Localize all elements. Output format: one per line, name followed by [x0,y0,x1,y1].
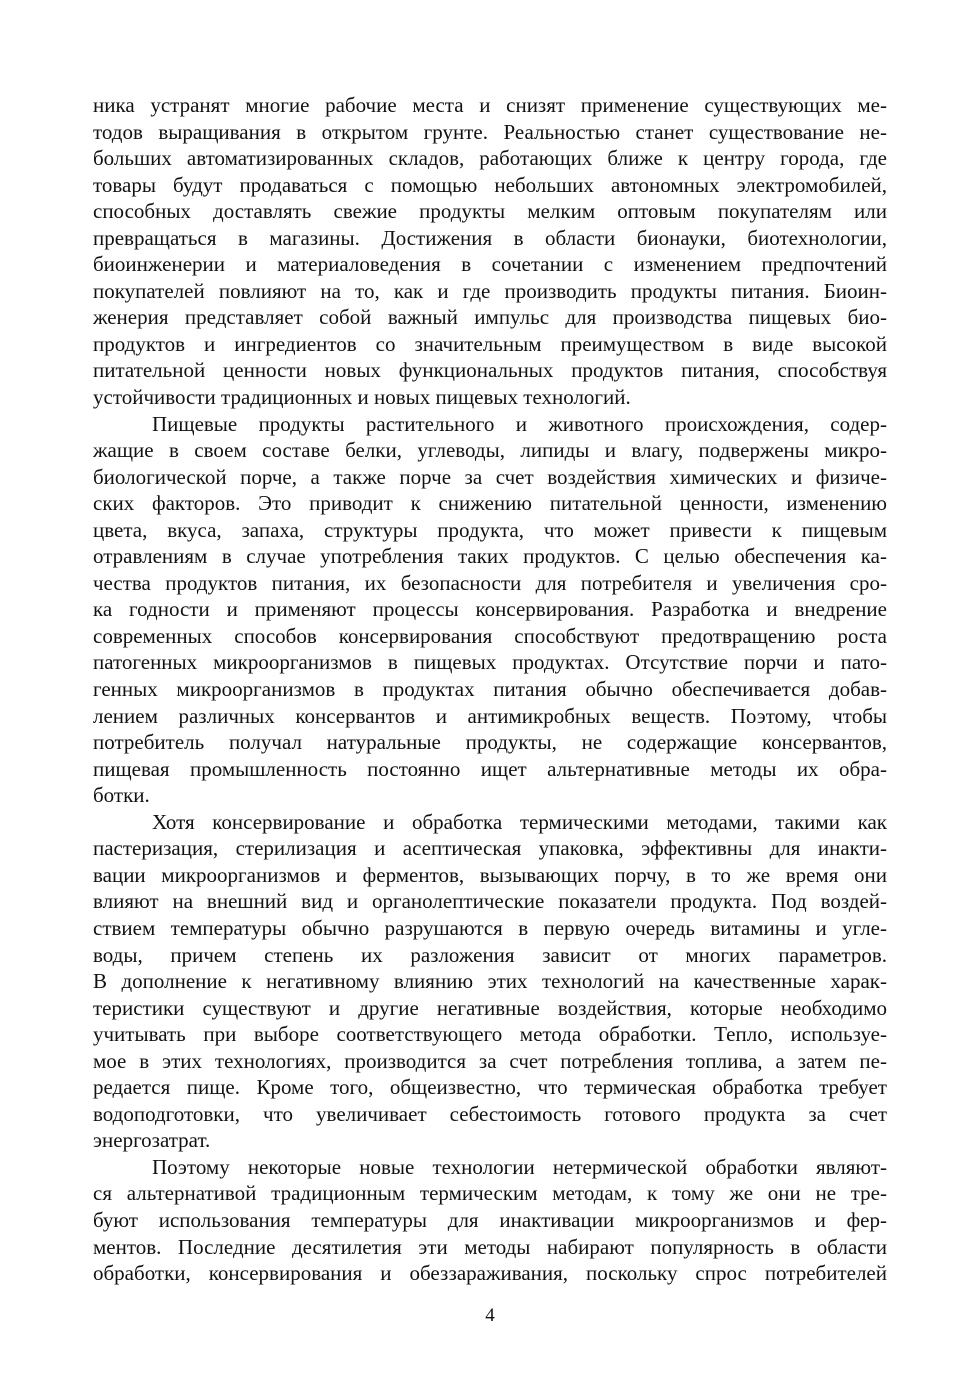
text-line: мое в этих технологиях, производится за счет потребления топлива, а затем пе- [93,1048,887,1073]
text-line: Поэтому некоторые новые технологии нетермической обработки являют- [152,1154,887,1179]
text-line: патогенных микроорганизмов в пищевых продуктах. Отсутствие порчи и пато- [93,650,887,675]
text-line: вации микроорганизмов и ферментов, вызывающих порчу, в то же время они [93,862,887,887]
text-line: водоподготовки, что увеличивает себестоимость готового продукта за счет [93,1101,887,1126]
text-line: товары будут продаваться с помощью небольших автономных электромобилей, [93,172,887,197]
text-line: биологической порче, а также порче за счет воздействия химических и физиче- [93,464,887,489]
text-line: ствием температуры обычно разрушаются в первую очередь витамины и угле- [93,915,887,940]
text-line: В дополнение к негативному влиянию этих технологий на качественные харак- [93,969,887,994]
text-line: ся альтернативой традиционным термическим методам, к тому же они не тре- [93,1181,887,1206]
text-line: питательной ценности новых функциональных продуктов питания, способствуя [93,358,887,383]
document-page [93,92,887,1287]
text-line: тодов выращивания в открытом грунте. Реальностью станет существование не- [93,119,887,144]
paragraph [93,92,887,411]
text-line: отравлениям в случае употребления таких продуктов. С целью обеспечения ка- [93,544,887,569]
paragraph [93,1154,887,1287]
text-line: жащие в своем составе белки, углеводы, липиды и влагу, подвержены микро- [93,438,887,463]
text-line: буют использования температуры для инактивации микроорганизмов и фер- [93,1207,887,1232]
text-line: превращаться в магазины. Достижения в области бионауки, биотехнологии, [93,225,887,250]
text-line: Пищевые продукты растительного и животного происхождения, содер- [152,411,887,436]
text-line: теристики существуют и другие негативные воздействия, которые необходимо [93,995,887,1020]
text-line: женерия представляет собой важный импульс для производства пищевых био- [93,305,887,330]
text-line: ботки. [93,783,150,808]
text-line: пастеризация, стерилизация и асептическая упаковка, эффективны для инакти- [93,836,887,861]
text-line: покупателей повлияют на то, как и где производить продукты питания. Биоин- [93,278,887,303]
text-line: продуктов и ингредиентов со значительным преимуществом в виде высокой [93,331,887,356]
text-line: влияют на внешний вид и органолептические показатели продукта. Под воздей- [93,889,887,914]
text-line: ка годности и применяют процессы консервирования. Разработка и внедрение [93,597,887,622]
text-line: современных способов консервирования способствуют предотвращению роста [93,623,887,648]
text-line: цвета, вкуса, запаха, структуры продукта, что может привести к пищевым [93,517,887,542]
text-line: ских факторов. Это приводит к снижению питательной ценности, изменению [93,491,887,516]
text-line: воды, причем степень их разложения зависит от многих параметров. [93,942,887,967]
text-line: редается пище. Кроме того, общеизвестно, что термическая обработка требует [93,1075,887,1100]
paragraph [93,411,887,809]
text-line: потребитель получал натуральные продукты, не содержащие консервантов, [93,730,887,755]
text-line: генных микроорганизмов в продуктах питания обычно обеспечивается добав- [93,677,887,702]
text-line: способных доставлять свежие продукты мелким оптовым покупателям или [93,199,887,224]
text-line: устойчивости традиционных и новых пищевых технологий. [93,385,631,410]
text-line: Хотя консервирование и обработка термическими методами, такими как [152,809,887,834]
text-line: пищевая промышленность постоянно ищет альтернативные методы их обра- [93,756,887,781]
body-text [93,92,887,1287]
text-line: ника устранят многие рабочие места и снизят применение существующих ме- [93,93,887,117]
text-line: ментов. Последние десятилетия эти методы набирают популярность в области [93,1234,887,1259]
text-line: чества продуктов питания, их безопасности для потребителя и увеличения сро- [93,570,887,595]
text-line: лением различных консервантов и антимикробных веществ. Поэтому, чтобы [93,703,887,728]
text-line: учитывать при выборе соответствующего метода обработки. Тепло, используе- [93,1022,887,1047]
text-line: энергозатрат. [93,1128,211,1153]
text-line: обработки, консервирования и обеззараживания, поскольку спрос потребителей [93,1261,887,1286]
paragraph [93,809,887,1154]
text-line: больших автоматизированных складов, работающих ближе к центру города, где [93,146,887,171]
page-number: 4 [485,1305,495,1326]
text-line: биоинженерии и материаловедения в сочетании с изменением предпочтений [93,252,887,277]
